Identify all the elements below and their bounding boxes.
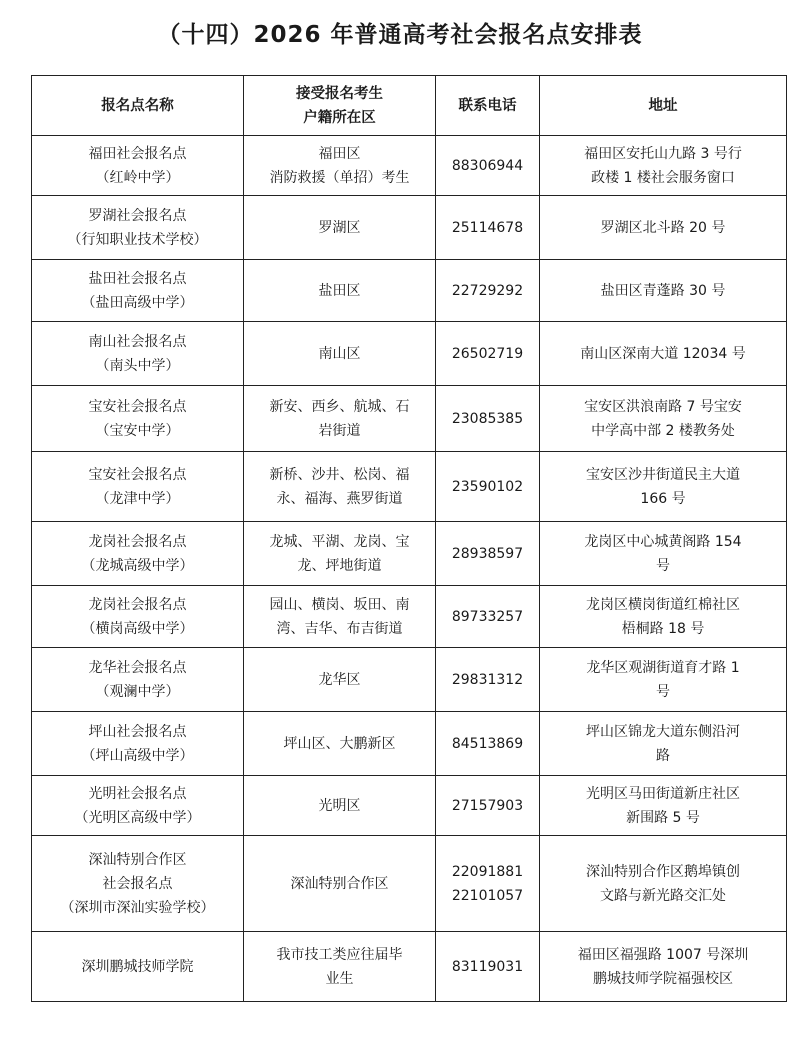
table-row [32, 648, 787, 712]
table-row [32, 836, 787, 932]
area-cell [244, 712, 436, 776]
area-cell-line: 我市技工类应往届毕 [276, 946, 403, 963]
area-cell-line: 深汕特别合作区 [290, 875, 389, 892]
site-name-cell-line: 罗湖社会报名点 [88, 207, 187, 224]
table-row [32, 386, 787, 452]
area-cell [244, 136, 436, 196]
address-cell-line: 梧桐路 18 号 [621, 620, 705, 637]
site-name-cell-line: （光明区高级中学） [74, 809, 201, 826]
phone-cell-line: 29831312 [451, 671, 524, 688]
site-name-cell [32, 932, 244, 1002]
address-cell-line: 鹏城技师学院福强校区 [593, 970, 733, 987]
phone-cell-line: 22101057 [451, 887, 524, 904]
phone-cell-line: 28938597 [451, 545, 524, 562]
address-cell [540, 586, 787, 648]
table-row [32, 136, 787, 196]
table-row [32, 932, 787, 1002]
address-cell-line: 坪山区锦龙大道东侧沿河 [586, 723, 740, 740]
phone-cell-line: 88306944 [451, 157, 524, 174]
address-cell [540, 648, 787, 712]
area-cell-line: 永、福海、燕罗街道 [276, 490, 403, 507]
table-row [32, 586, 787, 648]
address-cell-line: 福田区福强路 1007 号深圳 [577, 946, 749, 963]
address-cell [540, 452, 787, 522]
address-cell [540, 196, 787, 260]
site-name-cell-line: （深圳市深汕实验学校） [60, 899, 215, 916]
site-name-cell [32, 836, 244, 932]
address-cell-line: 盐田区青蓬路 30 号 [600, 282, 726, 299]
phone-cell [436, 776, 540, 836]
header-address: 地址 [540, 76, 787, 136]
phone-cell [436, 196, 540, 260]
phone-cell [436, 712, 540, 776]
site-name-cell-line: 光明社会报名点 [88, 785, 187, 802]
site-name-cell-line: （盐田高级中学） [81, 294, 194, 311]
area-cell-line: 消防救援（单招）考生 [269, 169, 410, 186]
area-cell-line: 福田区 [318, 145, 361, 162]
phone-cell [436, 648, 540, 712]
area-cell [244, 586, 436, 648]
address-cell-line: 福田区安托山九路 3 号行 [584, 145, 742, 162]
site-name-cell-line: 福田社会报名点 [88, 145, 187, 162]
site-name-cell-line: （龙城高级中学） [81, 557, 194, 574]
phone-cell-line: 84513869 [451, 735, 524, 752]
area-cell-line: 盐田区 [318, 282, 361, 299]
site-name-cell-line: 宝安社会报名点 [88, 466, 187, 483]
area-cell-line: 光明区 [318, 797, 361, 814]
area-cell-line: 业生 [325, 970, 354, 987]
site-name-cell [32, 136, 244, 196]
area-cell-line: 园山、横岗、坂田、南 [269, 596, 410, 613]
area-cell [244, 452, 436, 522]
address-cell-line: 文路与新光路交汇处 [600, 887, 726, 904]
address-cell [540, 136, 787, 196]
area-cell-line: 新安、西乡、航城、石 [269, 398, 410, 415]
site-name-cell-line: （观澜中学） [95, 683, 180, 700]
phone-cell [436, 522, 540, 586]
site-name-cell-line: 盐田社会报名点 [88, 270, 187, 287]
address-cell-line: 政楼 1 楼社会服务窗口 [591, 169, 735, 186]
area-cell-line: 新桥、沙井、松岗、福 [269, 466, 410, 483]
phone-cell [436, 136, 540, 196]
site-name-cell-line: （行知职业技术学校） [67, 231, 208, 248]
address-cell [540, 322, 787, 386]
address-cell-line: 罗湖区北斗路 20 号 [600, 219, 726, 236]
phone-cell-line: 23085385 [451, 410, 524, 427]
site-name-cell-line: 社会报名点 [102, 875, 173, 892]
area-cell [244, 322, 436, 386]
phone-cell-line: 26502719 [451, 345, 524, 362]
table-row [32, 452, 787, 522]
address-cell-line: 宝安区沙井街道民主大道 [586, 466, 740, 483]
address-cell-line: 中学高中部 2 楼教务处 [591, 422, 735, 439]
site-name-cell-line: 龙华社会报名点 [88, 659, 187, 676]
site-name-cell [32, 648, 244, 712]
phone-cell-line: 22091881 [451, 863, 524, 880]
site-name-cell-line: （龙津中学） [95, 490, 180, 507]
area-cell [244, 836, 436, 932]
address-cell-line: 龙岗区中心城黄阁路 154 [584, 533, 742, 550]
area-cell-line: 龙城、平湖、龙岗、宝 [269, 533, 410, 550]
header-phone: 联系电话 [436, 76, 540, 136]
area-cell [244, 260, 436, 322]
address-cell [540, 386, 787, 452]
site-name-cell-line: （红岭中学） [95, 169, 180, 186]
address-cell [540, 260, 787, 322]
address-cell [540, 836, 787, 932]
phone-cell [436, 386, 540, 452]
address-cell-line: 新围路 5 号 [626, 809, 700, 826]
site-name-cell [32, 260, 244, 322]
site-name-cell-line: 深圳鹏城技师学院 [81, 958, 194, 975]
phone-cell-line: 25114678 [451, 219, 524, 236]
table-header-row [32, 76, 787, 136]
address-cell-line: 号 [656, 557, 670, 574]
area-cell-line: 罗湖区 [318, 219, 361, 236]
site-name-cell-line: 龙岗社会报名点 [88, 596, 187, 613]
address-cell-line: 166 号 [640, 490, 686, 507]
address-cell [540, 712, 787, 776]
address-cell-line: 龙华区观湖街道育才路 1 [586, 659, 740, 676]
phone-cell [436, 452, 540, 522]
area-cell [244, 196, 436, 260]
area-cell-line: 岩街道 [318, 422, 361, 439]
site-name-cell [32, 776, 244, 836]
site-name-cell-line: （宝安中学） [95, 422, 180, 439]
area-cell-line: 坪山区、大鹏新区 [283, 735, 396, 752]
site-name-cell-line: 深汕特别合作区 [88, 851, 187, 868]
area-cell-line: 龙华区 [318, 671, 361, 688]
phone-cell-line: 22729292 [451, 282, 524, 299]
site-name-cell [32, 522, 244, 586]
site-name-cell-line: 宝安社会报名点 [88, 398, 187, 415]
address-cell-line: 龙岗区横岗街道红棉社区 [586, 596, 740, 613]
area-cell-line: 南山区 [318, 345, 361, 362]
site-name-cell [32, 386, 244, 452]
phone-cell [436, 322, 540, 386]
registration-table [31, 75, 787, 1002]
phone-cell [436, 932, 540, 1002]
table-row [32, 712, 787, 776]
site-name-cell-line: 坪山社会报名点 [88, 723, 187, 740]
area-cell [244, 776, 436, 836]
phone-cell-line: 27157903 [451, 797, 524, 814]
header-area-line2: 户籍所在区 [303, 109, 376, 126]
address-cell-line: 深汕特别合作区鹅埠镇创 [586, 863, 740, 880]
phone-cell-line: 83119031 [451, 958, 524, 975]
site-name-cell-line: （横岗高级中学） [81, 620, 194, 637]
phone-cell-line: 23590102 [451, 478, 524, 495]
phone-cell [436, 836, 540, 932]
site-name-cell-line: 龙岗社会报名点 [88, 533, 187, 550]
area-cell [244, 386, 436, 452]
address-cell-line: 光明区马田街道新庄社区 [586, 785, 740, 802]
table-row [32, 196, 787, 260]
site-name-cell [32, 712, 244, 776]
header-area [244, 76, 436, 136]
site-name-cell [32, 452, 244, 522]
area-cell-line: 龙、坪地街道 [297, 557, 382, 574]
phone-cell [436, 586, 540, 648]
site-name-cell-line: （南头中学） [95, 357, 180, 374]
area-cell [244, 932, 436, 1002]
table-row [32, 260, 787, 322]
table-row [32, 522, 787, 586]
site-name-cell-line: 南山社会报名点 [88, 333, 187, 350]
address-cell-line: 南山区深南大道 12034 号 [580, 345, 746, 362]
phone-cell-line: 89733257 [451, 608, 524, 625]
table-row [32, 322, 787, 386]
site-name-cell [32, 322, 244, 386]
address-cell-line: 号 [656, 683, 670, 700]
header-area-line1: 接受报名考生 [296, 85, 383, 102]
area-cell [244, 648, 436, 712]
site-name-cell [32, 196, 244, 260]
site-name-cell-line: （坪山高级中学） [81, 747, 194, 764]
page-title: （十四）2026 年普通高考社会报名点安排表 [157, 22, 643, 48]
header-name: 报名点名称 [32, 76, 244, 136]
address-cell [540, 932, 787, 1002]
address-cell-line: 宝安区洪浪南路 7 号宝安 [584, 398, 742, 415]
area-cell-line: 湾、吉华、布吉街道 [276, 620, 403, 637]
area-cell [244, 522, 436, 586]
site-name-cell [32, 586, 244, 648]
table-row [32, 776, 787, 836]
address-cell-line: 路 [656, 747, 670, 764]
address-cell [540, 522, 787, 586]
phone-cell [436, 260, 540, 322]
address-cell [540, 776, 787, 836]
